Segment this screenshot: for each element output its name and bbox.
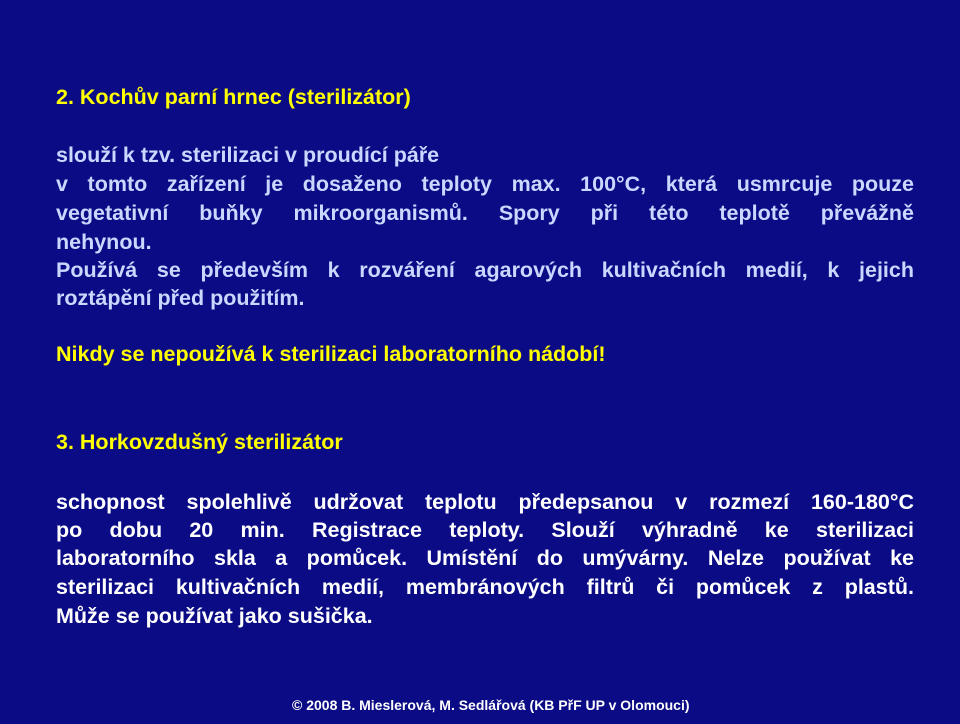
body-line: sterilizaci kultivačních medií, membránových filtrů či pomůcek z plastů. — [56, 575, 914, 599]
body-line: laboratorního skla a pomůcek. Umístění do umývárny. Nelze používat ke — [56, 546, 914, 570]
body-line: po dobu 20 min. Registrace teploty. Slouží výhradně ke sterilizaci — [56, 518, 914, 542]
body-line: v tomto zařízení je dosaženo teploty max. 100°C, která usmrcuje pouze — [56, 172, 914, 196]
section-heading-hot-air: 3. Horkovzdušný sterilizátor — [56, 430, 343, 454]
footer-copyright: © 2008 B. Mieslerová, M. Sedlářová (KB PřF UP v Olomouci) — [292, 697, 690, 713]
body-line: roztápění před použitím. — [56, 286, 305, 310]
body-line: schopnost spolehlivě udržovat teplotu předepsanou v rozmezí 160-180°C — [56, 490, 914, 514]
body-line: slouží k tzv. sterilizaci v proudící páře — [56, 143, 440, 167]
body-line: vegetativní buňky mikroorganismů. Spory při této teplotě převážně — [56, 201, 914, 225]
body-line: Může se používat jako sušička. — [56, 604, 373, 628]
body-line: nehynou. — [56, 230, 152, 254]
section-heading-koch: 2. Kochův parní hrnec (sterilizátor) — [56, 85, 411, 109]
warning-text: Nikdy se nepoužívá k sterilizaci laboratorního nádobí! — [56, 342, 606, 366]
body-line: Používá se především k rozváření agarových kultivačních medií, k jejich — [56, 258, 914, 282]
